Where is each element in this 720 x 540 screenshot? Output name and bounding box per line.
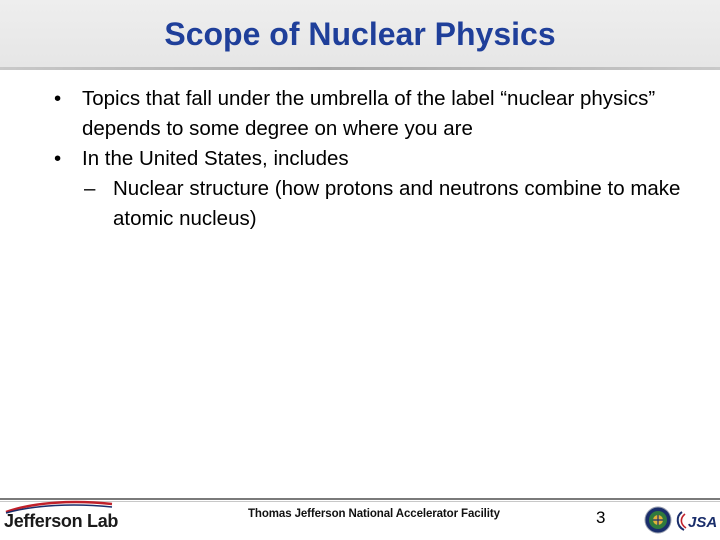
page-number: 3 [596, 508, 606, 527]
jefferson-lab-logo [4, 506, 118, 536]
slide-content [54, 84, 694, 234]
slide-title: Scope of Nuclear Physics [164, 16, 556, 52]
bullet-marker: • [54, 87, 62, 110]
doe-seal-icon [644, 506, 672, 534]
bullet-item [54, 84, 694, 144]
facility-name: Thomas Jefferson National Accelerator Facility [248, 508, 500, 520]
jefferson-lab-wordmark: Jefferson Lab [4, 510, 119, 531]
sub-bullet-item [54, 174, 694, 234]
jsa-logo-icon [676, 508, 718, 534]
sub-bullet-text: Nuclear structure (how protons and neutrons combine to make atomic nucleus) [113, 177, 681, 230]
title-divider [0, 67, 720, 70]
bullet-item [54, 144, 694, 174]
swoosh-icon [4, 500, 114, 514]
bullet-text: Topics that fall under the umbrella of the label “nuclear physics” depends to some degree on where you are [82, 87, 656, 140]
sub-bullet-marker: – [84, 177, 96, 200]
bullet-text: In the United States, includes [82, 147, 349, 170]
jsa-wordmark: JSA [688, 514, 718, 531]
bullet-marker: • [54, 147, 62, 170]
